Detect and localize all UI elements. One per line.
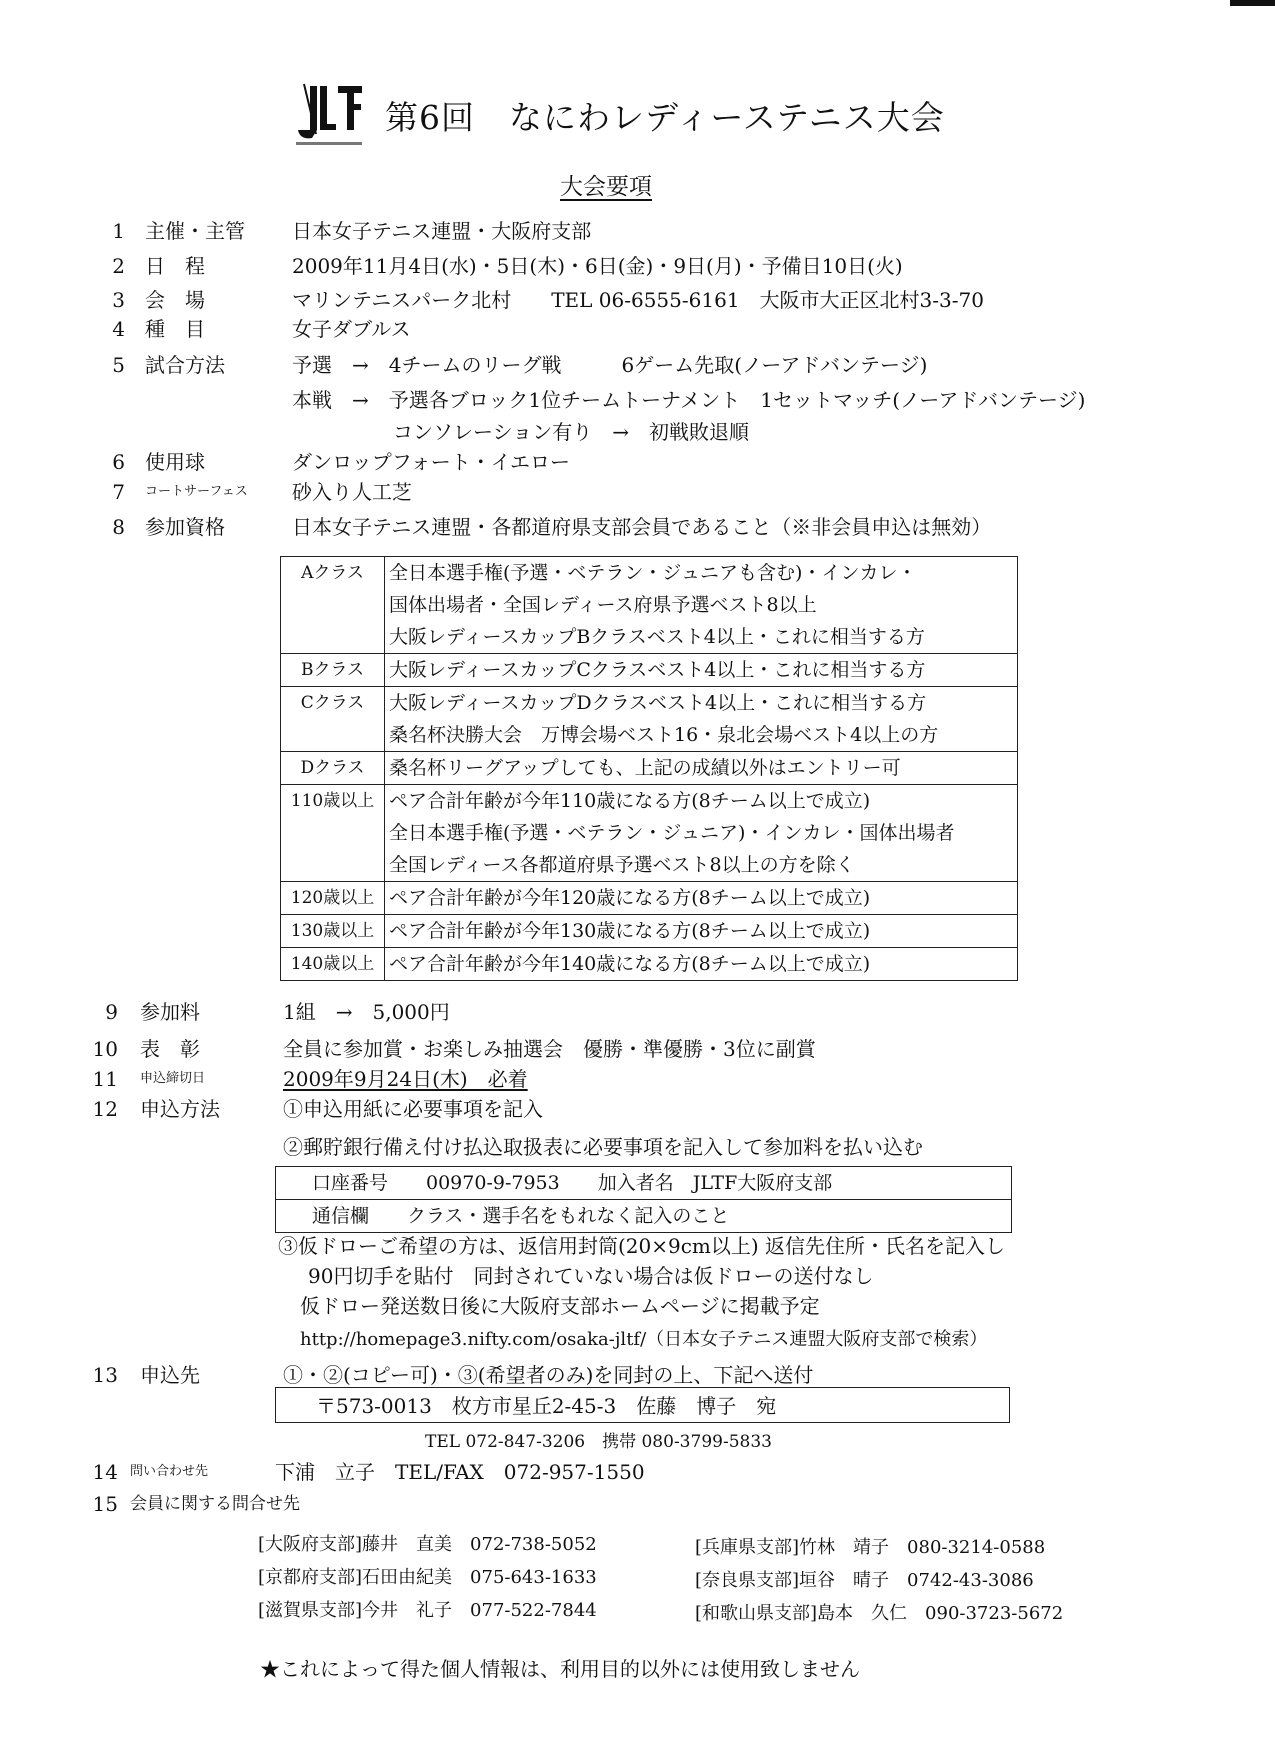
item-number: 11 [92, 1067, 118, 1091]
description-line: ペア合計年齢が今年140歳になる方(8チーム以上で成立) [389, 953, 871, 975]
description-line: 全国レディース各都道府県予選ベスト8以上の方を除く [389, 854, 855, 876]
item-label: 問い合わせ先 [130, 1464, 209, 1479]
contact-wakayama: [和歌山県支部]島本 久仁 090-3723-5672 [695, 1603, 1064, 1624]
page-subtitle: 大会要項 [560, 174, 652, 200]
class-cell: Dクラス [281, 752, 385, 785]
item-number: 7 [112, 480, 125, 504]
item-value: ③仮ドローご希望の方は、返信用封筒(20×9cm以上) 返信先住所・氏名を記入し [278, 1234, 1006, 1258]
account-box [275, 1166, 1012, 1233]
class-cell: Aクラス [281, 557, 385, 654]
contact-hyogo: [兵庫県支部]竹林 靖子 080-3214-0588 [695, 1537, 1046, 1558]
item-label: 種 目 [145, 317, 205, 341]
item-value: コンソレーション有り → 初戦敗退順 [393, 420, 749, 444]
page-title: 第6回 なにわレディーステニス大会 [385, 98, 945, 137]
account-line: 口座番号 00970-9-7953 加入者名 JLTF大阪府支部 [312, 1172, 833, 1194]
eligibility-table [280, 556, 1018, 981]
description-cell [385, 948, 1018, 981]
description-line: 全日本選手権(予選・ベテラン・ジュニア)・インカレ・国体出場者 [389, 822, 955, 844]
description-line: 全日本選手権(予選・ベテラン・ジュニアも含む)・インカレ・ [389, 562, 917, 584]
contact-osaka: [大阪府支部]藤井 直美 072-738-5052 [258, 1534, 597, 1555]
table-row [281, 557, 1018, 654]
item-label: 主催・主管 [145, 219, 245, 243]
item-value: ②郵貯銀行備え付け払込取扱表に必要事項を記入して参加料を払い込む [283, 1135, 923, 1159]
item-label: 試合方法 [145, 353, 225, 377]
description-cell [385, 654, 1018, 687]
class-cell: 140歳以上 [281, 948, 385, 981]
item-label: 参加料 [140, 1000, 200, 1024]
description-line: 大阪レディースカップDクラスベスト4以上・これに相当する方 [389, 692, 927, 714]
mailing-address-box: 〒573-0013 枚方市星丘2-45-3 佐藤 博子 宛 [275, 1387, 1010, 1423]
description-line: 大阪レディースカップBクラスベスト4以上・これに相当する方 [389, 626, 925, 648]
item-value: 女子ダブルス [292, 317, 411, 341]
item-number: 13 [92, 1363, 118, 1387]
jltf-logo [290, 80, 370, 150]
contact-nara: [奈良県支部]垣谷 晴子 0742-43-3086 [695, 1570, 1034, 1591]
table-row [281, 752, 1018, 785]
item-number: 10 [92, 1037, 118, 1061]
class-cell: 110歳以上 [281, 785, 385, 882]
item-label: 日 程 [145, 254, 205, 278]
item-value: ①申込用紙に必要事項を記入 [283, 1097, 543, 1121]
table-row [281, 687, 1018, 752]
item-value: マリンテニスパーク北村 TEL 06-6555-6161 大阪市大正区北村3-3-70 [292, 288, 984, 312]
item-number: 1 [112, 219, 125, 243]
phone-text: TEL 072-847-3206 携帯 080-3799-5833 [425, 1432, 772, 1452]
item-value: 砂入り人工芝 [292, 480, 412, 504]
class-cell: Bクラス [281, 654, 385, 687]
item-number: 14 [92, 1460, 118, 1484]
description-line: 大阪レディースカップCクラスベスト4以上・これに相当する方 [389, 659, 926, 681]
item-value: 下浦 立子 TEL/FAX 072-957-1550 [275, 1460, 645, 1484]
item-label: コートサーフェス [145, 484, 248, 499]
item-number: 8 [112, 515, 125, 539]
description-line: 桑名杯決勝大会 万博会場ベスト16・泉北会場ベスト4以上の方 [389, 724, 939, 746]
item-label: 参加資格 [145, 515, 225, 539]
description-line: ペア合計年齢が今年130歳になる方(8チーム以上で成立) [389, 920, 871, 942]
item-value: ①・②(コピー可)・③(希望者のみ)を同封の上、下記へ送付 [283, 1363, 814, 1387]
item-value: 全員に参加賞・お楽しみ抽選会 優勝・準優勝・3位に副賞 [283, 1037, 816, 1061]
description-line: ペア合計年齢が今年120歳になる方(8チーム以上で成立) [389, 887, 871, 909]
item-label: 使用球 [145, 450, 205, 474]
table-row [281, 882, 1018, 915]
description-cell [385, 752, 1018, 785]
scan-edge-mark [1230, 0, 1275, 6]
item-value: ダンロップフォート・イエロー [292, 450, 570, 474]
table-row [281, 948, 1018, 981]
table-row [281, 654, 1018, 687]
description-line: 国体出場者・全国レディース府県予選ベスト8以上 [389, 594, 817, 616]
item-value: 本戦 → 予選各ブロック1位チームトーナメント 1セットマッチ(ノーアドバンテージ) [292, 388, 1086, 412]
class-cell: 130歳以上 [281, 915, 385, 948]
item-number: 12 [92, 1097, 118, 1121]
item-value: 90円切手を貼付 同封されていない場合は仮ドローの送付なし [308, 1264, 874, 1288]
item-label: 申込先 [140, 1363, 200, 1387]
item-number: 2 [112, 254, 125, 278]
item-label: 申込締切日 [140, 1071, 206, 1086]
item-value: 仮ドロー発送数日後に大阪府支部ホームページに掲載予定 [300, 1294, 820, 1318]
class-cell: Cクラス [281, 687, 385, 752]
description-cell [385, 882, 1018, 915]
item-number: 6 [112, 450, 125, 474]
item-value: 1組 → 5,000円 [283, 1000, 450, 1024]
item-label: 申込方法 [140, 1097, 220, 1121]
description-line: ペア合計年齢が今年110歳になる方(8チーム以上で成立) [389, 790, 871, 812]
description-cell [385, 785, 1018, 882]
description-cell [385, 557, 1018, 654]
item-value: 日本女子テニス連盟・各都道府県支部会員であること（※非会員申込は無効） [292, 515, 992, 539]
class-cell: 120歳以上 [281, 882, 385, 915]
item-number: 3 [112, 288, 125, 312]
description-cell [385, 915, 1018, 948]
privacy-note: ★これによって得た個人情報は、利用目的以外には使用致しません [260, 1657, 860, 1681]
item-value: 2009年9月24日(木) 必着 [283, 1067, 528, 1091]
description-cell [385, 687, 1018, 752]
item-number: 5 [112, 353, 125, 377]
contact-shiga: [滋賀県支部]今井 礼子 077-522-7844 [258, 1600, 597, 1621]
item-number: 9 [105, 1000, 118, 1024]
item-number: 4 [112, 317, 125, 341]
item-value: 2009年11月4日(水)・5日(木)・6日(金)・9日(月)・予備日10日(火) [292, 254, 903, 278]
item-label: 会 場 [145, 288, 205, 312]
item-value: 予選 → 4チームのリーグ戦 6ゲーム先取(ノーアドバンテージ) [292, 353, 928, 377]
item-number: 15 [92, 1492, 118, 1516]
memo-line: 通信欄 クラス・選手名をもれなく記入のこと [276, 1199, 1011, 1232]
table-row [281, 785, 1018, 882]
item-label: 会員に関する問合せ先 [130, 1494, 300, 1514]
contact-kyoto: [京都府支部]石田由紀美 075-643-1633 [258, 1567, 597, 1588]
item-label: 表 彰 [140, 1037, 200, 1061]
website-link[interactable]: http://homepage3.nifty.com/osaka-jltf/（日本女子テニス連盟大阪府支部で検索） [300, 1329, 988, 1350]
table-row [281, 915, 1018, 948]
item-value: 日本女子テニス連盟・大阪府支部 [292, 219, 592, 243]
description-line: 桑名杯リーグアップしても、上記の成績以外はエントリー可 [389, 757, 901, 779]
